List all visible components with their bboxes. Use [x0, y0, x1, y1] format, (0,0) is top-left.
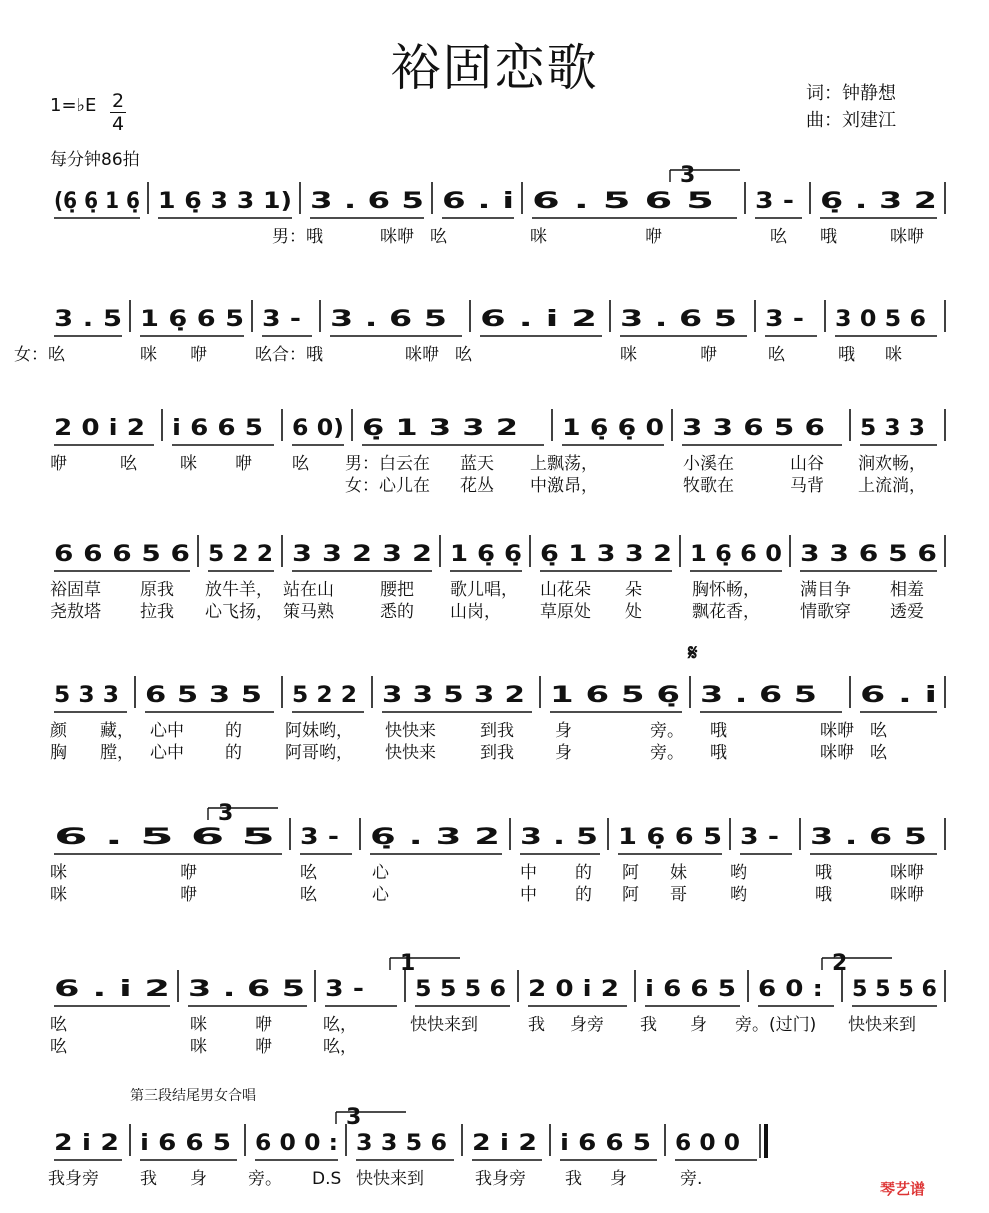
- lyric-verse-1: 朵: [625, 580, 642, 600]
- lyric-verse-1: 咿: [50, 454, 67, 474]
- lyric-verse-1: 咪: [140, 345, 157, 365]
- lyric-verse-1: 到我: [480, 721, 514, 741]
- measure-notes: 3 3 6 5 6: [800, 542, 937, 567]
- composer-credit: 曲：刘建江: [806, 110, 896, 131]
- lyric-verse-1: 快快来到: [848, 1015, 916, 1035]
- lyric-verse-2: 胸: [50, 743, 67, 763]
- measure-notes: 1 6̣ 6̣: [450, 542, 522, 567]
- measure-notes: 1 6̣ 3 3 1): [158, 189, 292, 214]
- measure-notes: 6 6 6 5 6: [54, 542, 190, 567]
- measure-notes: 6 . 5 6 5: [54, 825, 275, 850]
- measure-notes: 6̣ 1 3 3 2: [540, 542, 672, 567]
- lyric-verse-1: 我身旁: [475, 1169, 526, 1189]
- lyric-verse-1: 咪咿: [405, 345, 439, 365]
- lyric-verse-2: 马背: [790, 476, 824, 496]
- measure-notes: 5 2 2: [208, 542, 273, 567]
- lyric-verse-2: 哥: [670, 885, 687, 905]
- lyric-verse-1: 蓝天: [460, 454, 494, 474]
- lyric-verse-2: 心: [372, 885, 389, 905]
- lyricist-credit: 词：钟静想: [806, 83, 896, 104]
- lyric-verse-1: 身: [690, 1015, 707, 1035]
- measure-notes: 3 -: [765, 307, 804, 332]
- lyric-verse-2: 山岗，: [450, 602, 501, 622]
- lyric-verse-1: 放牛羊，: [205, 580, 273, 600]
- lyric-verse-1: 旁。(过门): [735, 1015, 817, 1035]
- lyric-verse-2: 吆: [870, 743, 887, 763]
- measure-notes: 3 . 6 5: [810, 825, 927, 850]
- lyric-verse-2: 咿: [180, 885, 197, 905]
- measure-notes: 5 3 3: [54, 683, 119, 708]
- lyric-verse-1: 中: [520, 863, 537, 883]
- lyric-verse-1: 吆合：哦: [255, 345, 323, 365]
- segno-mark: 𝄋: [688, 641, 698, 666]
- lyric-verse-1: 咿: [645, 227, 662, 247]
- lyric-verse-1: 旁。: [650, 721, 684, 741]
- lyric-verse-2: 拉我: [140, 602, 174, 622]
- lyric-verse-2: 吆: [300, 885, 317, 905]
- measure-notes: 6 0): [292, 416, 344, 441]
- measure-notes: 6̣ 1 3 3 2: [362, 416, 518, 441]
- lyric-verse-1: 我: [565, 1169, 582, 1189]
- measure-notes: i 6 6 5: [140, 1131, 231, 1156]
- lyric-verse-1: 吆: [770, 227, 787, 247]
- lyric-verse-2: 身: [555, 743, 572, 763]
- lyric-verse-1: 站在山: [283, 580, 334, 600]
- measure-notes: 5 5 5 6: [415, 977, 506, 1002]
- measure-notes: (6̣ 6̣ 1 6̣: [54, 189, 140, 214]
- measure-notes: 3 . 6 5: [700, 683, 817, 708]
- lyric-verse-1: 吆: [870, 721, 887, 741]
- lyric-verse-2: 女：心儿在: [345, 476, 430, 496]
- lyric-verse-2: 咪咿: [820, 743, 854, 763]
- lyric-verse-1: 我身旁: [48, 1169, 99, 1189]
- measure-notes: 3 . 5: [54, 307, 122, 332]
- lyric-verse-1: 满目争: [800, 580, 851, 600]
- lyric-verse-1: 哦: [815, 863, 832, 883]
- measure-notes: 1 6̣ 6̣ 0: [562, 416, 664, 441]
- lyric-verse-1: 哦: [820, 227, 837, 247]
- lyric-verse-1: 原我: [140, 580, 174, 600]
- lyric-verse-1: 哦: [838, 345, 855, 365]
- lyric-verse-1: D.S: [312, 1169, 342, 1189]
- lyric-verse-2: 中: [520, 885, 537, 905]
- lyric-verse-1: 旁.: [680, 1169, 703, 1189]
- lyric-verse-1: 阿妹哟，: [285, 721, 353, 741]
- lyric-verse-1: 咿: [190, 345, 207, 365]
- lyric-verse-2: 吆: [50, 1037, 67, 1057]
- measure-notes: 1 6̣ 6 5: [618, 825, 722, 850]
- lyric-verse-1: 上飘荡，: [530, 454, 598, 474]
- measure-notes: 2 0 i 2: [54, 416, 145, 441]
- measure-notes: 6 . i 2: [54, 977, 170, 1002]
- lyric-verse-2: 旁。: [650, 743, 684, 763]
- lyric-verse-1: 咪: [620, 345, 637, 365]
- measure-notes: 3 . 6 5: [188, 977, 305, 1002]
- lyric-verse-2: 的: [575, 885, 592, 905]
- lyric-verse-1: 吆: [455, 345, 472, 365]
- lyric-verse-1: 吆: [50, 1015, 67, 1035]
- lyric-verse-1: 咪咿: [380, 227, 414, 247]
- lyric-verse-2: 咿: [255, 1037, 272, 1057]
- bracket-number: 3: [680, 163, 696, 188]
- lyric-verse-1: 我: [140, 1169, 157, 1189]
- lyric-verse-2: 咪咿: [890, 885, 924, 905]
- measure-notes: 3 -: [755, 189, 794, 214]
- lyric-verse-2: 悉的: [380, 602, 414, 622]
- measure-notes: 3 3 6 5 6: [682, 416, 825, 441]
- lyric-verse-1: 快快来到: [356, 1169, 424, 1189]
- measure-notes: 3 3 2 3 2: [292, 542, 432, 567]
- lyric-verse-1: 男：白云在: [345, 454, 430, 474]
- lyric-verse-2: 到我: [480, 743, 514, 763]
- lyric-verse-1: 相羞: [890, 580, 924, 600]
- bracket-number: 3: [218, 801, 234, 826]
- lyric-verse-2: 尧敖塔: [50, 602, 101, 622]
- lyric-verse-2: 花丛: [460, 476, 494, 496]
- measure-notes: 3 -: [262, 307, 301, 332]
- lyric-verse-1: 身旁: [570, 1015, 604, 1035]
- measure-notes: i 6 6 5: [172, 416, 263, 441]
- lyric-verse-1: 心: [372, 863, 389, 883]
- measure-notes: 3 -: [325, 977, 364, 1002]
- lyric-verse-2: 策马熟: [283, 602, 334, 622]
- lyric-verse-1: 心中: [150, 721, 184, 741]
- measure-notes: 3 . 5: [520, 825, 598, 850]
- lyric-verse-2: 中激昂，: [530, 476, 598, 496]
- measure-notes: 1 6̣ 6 5: [140, 307, 244, 332]
- lyric-verse-2: 吆，: [323, 1037, 357, 1057]
- measure-notes: 6 . i: [442, 189, 514, 214]
- lyric-verse-1: 咪咿: [890, 227, 924, 247]
- lyric-verse-1: 咪: [50, 863, 67, 883]
- measure-notes: 3 . 6 5: [620, 307, 737, 332]
- lyric-verse-1: 男：哦: [272, 227, 323, 247]
- measure-notes: 5 3 3: [860, 416, 925, 441]
- lyric-verse-1: 吆: [768, 345, 785, 365]
- lyric-verse-1: 咪: [180, 454, 197, 474]
- lyric-verse-1: 我: [640, 1015, 657, 1035]
- lyric-verse-1: 咿: [235, 454, 252, 474]
- lyric-verse-2: 阿: [622, 885, 639, 905]
- lyric-verse-1: 咿: [180, 863, 197, 883]
- measure-notes: i 6 6 5: [560, 1131, 651, 1156]
- lyric-verse-2: 快快来: [385, 743, 436, 763]
- key-signature: 1=♭E: [50, 95, 97, 116]
- lyric-verse-2: 透爱: [890, 602, 924, 622]
- tempo-marking: 每分钟86拍: [50, 150, 140, 170]
- measure-notes: 6̣ . 3 2: [820, 189, 937, 214]
- measure-notes: 3 0 5 6: [835, 307, 926, 332]
- measure-notes: 6 0 0: [675, 1131, 740, 1156]
- lyric-verse-2: 上流淌，: [858, 476, 926, 496]
- lyric-verse-1: 藏，: [100, 721, 134, 741]
- lyric-verse-1: 裕固草: [50, 580, 101, 600]
- lyric-verse-1: 山花朵: [540, 580, 591, 600]
- measure-notes: 6 . i: [860, 683, 937, 708]
- lyric-verse-2: 阿哥哟，: [285, 743, 353, 763]
- lyric-verse-1: 我: [528, 1015, 545, 1035]
- lyric-verse-1: 快快来: [385, 721, 436, 741]
- lyric-verse-2: 哦: [815, 885, 832, 905]
- lyric-verse-2: 飘花香，: [692, 602, 760, 622]
- measure-notes: 3 -: [300, 825, 339, 850]
- measure-notes: 6 . 5 6 5: [532, 189, 714, 214]
- measure-notes: 3 3 5 6: [356, 1131, 447, 1156]
- lyric-verse-1: 咪: [885, 345, 902, 365]
- measure-notes: 5 5 5 6: [852, 977, 937, 1002]
- lyric-verse-1: 女：吆: [14, 345, 65, 365]
- lyric-verse-1: 吆: [120, 454, 137, 474]
- lyric-verse-1: 咪: [530, 227, 547, 247]
- lyric-verse-1: 山谷: [790, 454, 824, 474]
- lyric-verse-1: 的: [225, 721, 242, 741]
- measure-notes: 3 . 6 5: [310, 189, 424, 214]
- lyric-verse-1: 身: [190, 1169, 207, 1189]
- lyric-verse-1: 咪咿: [890, 863, 924, 883]
- measure-notes: 3 3 5 3 2: [382, 683, 525, 708]
- lyric-verse-1: 吆: [300, 863, 317, 883]
- lyric-verse-1: 快快来到: [410, 1015, 478, 1035]
- lyric-verse-1: 咪: [190, 1015, 207, 1035]
- lyric-verse-1: 哦: [710, 721, 727, 741]
- lyric-verse-2: 心飞扬，: [205, 602, 273, 622]
- bracket-number: 2: [832, 951, 848, 976]
- measure-notes: 3 -: [740, 825, 779, 850]
- lyric-verse-1: 颜: [50, 721, 67, 741]
- bracket-number: 1: [400, 951, 416, 976]
- lyric-verse-1: 阿: [622, 863, 639, 883]
- bracket-number: 3: [346, 1105, 362, 1130]
- lyric-verse-1: 腰把: [380, 580, 414, 600]
- song-title: 裕固恋歌: [390, 39, 599, 97]
- measure-notes: 1 6 5 6̣: [550, 683, 680, 708]
- lyric-verse-1: 妹: [670, 863, 687, 883]
- lyric-verse-2: 牧歌在: [683, 476, 734, 496]
- lyric-verse-2: 哦: [710, 743, 727, 763]
- lyric-verse-1: 的: [575, 863, 592, 883]
- time-signature-top: 2: [111, 90, 125, 112]
- measure-notes: 5 2 2: [292, 683, 357, 708]
- section-note: 第三段结尾男女合唱: [130, 1088, 256, 1104]
- measure-notes: 6̣ . 3 2: [370, 825, 500, 850]
- lyric-verse-2: 膛，: [100, 743, 134, 763]
- measure-notes: 6 0 0 :: [255, 1131, 338, 1156]
- measure-notes: 2 i 2: [54, 1131, 119, 1156]
- time-signature-bottom: 4: [111, 113, 125, 135]
- measure-notes: 2 i 2: [472, 1131, 537, 1156]
- lyric-verse-2: 的: [225, 743, 242, 763]
- measure-notes: i 6 6 5: [645, 977, 736, 1002]
- lyric-verse-1: 身: [555, 721, 572, 741]
- lyric-verse-1: 歌儿唱，: [450, 580, 518, 600]
- lyric-verse-1: 咿: [255, 1015, 272, 1035]
- lyric-verse-2: 草原处: [540, 602, 591, 622]
- measure-notes: 2 0 i 2: [528, 977, 619, 1002]
- measure-notes: 6 0 :: [758, 977, 823, 1002]
- lyric-verse-1: 涧欢畅，: [858, 454, 926, 474]
- lyric-verse-1: 吆: [430, 227, 447, 247]
- lyric-verse-2: 处: [625, 602, 642, 622]
- lyric-verse-1: 胸怀畅，: [692, 580, 760, 600]
- lyric-verse-1: 小溪在: [683, 454, 734, 474]
- lyric-verse-1: 哟: [730, 863, 747, 883]
- lyric-verse-2: 情歌穿: [800, 602, 851, 622]
- watermark-logo: 琴艺谱: [880, 1180, 926, 1198]
- lyric-verse-2: 心中: [150, 743, 184, 763]
- lyric-verse-1: 吆，: [323, 1015, 357, 1035]
- lyric-verse-2: 哟: [730, 885, 747, 905]
- measure-notes: 6 5 3 5: [145, 683, 262, 708]
- lyric-verse-2: 咪: [190, 1037, 207, 1057]
- lyric-verse-1: 身: [610, 1169, 627, 1189]
- lyric-verse-1: 吆: [292, 454, 309, 474]
- measure-notes: 6 . i 2: [480, 307, 597, 332]
- lyric-verse-1: 咪咿: [820, 721, 854, 741]
- lyric-verse-2: 咪: [50, 885, 67, 905]
- lyric-verse-1: 旁。: [248, 1169, 282, 1189]
- measure-notes: 3 . 6 5: [330, 307, 447, 332]
- measure-notes: 1 6̣ 6 0: [690, 542, 782, 567]
- lyric-verse-1: 咿: [700, 345, 717, 365]
